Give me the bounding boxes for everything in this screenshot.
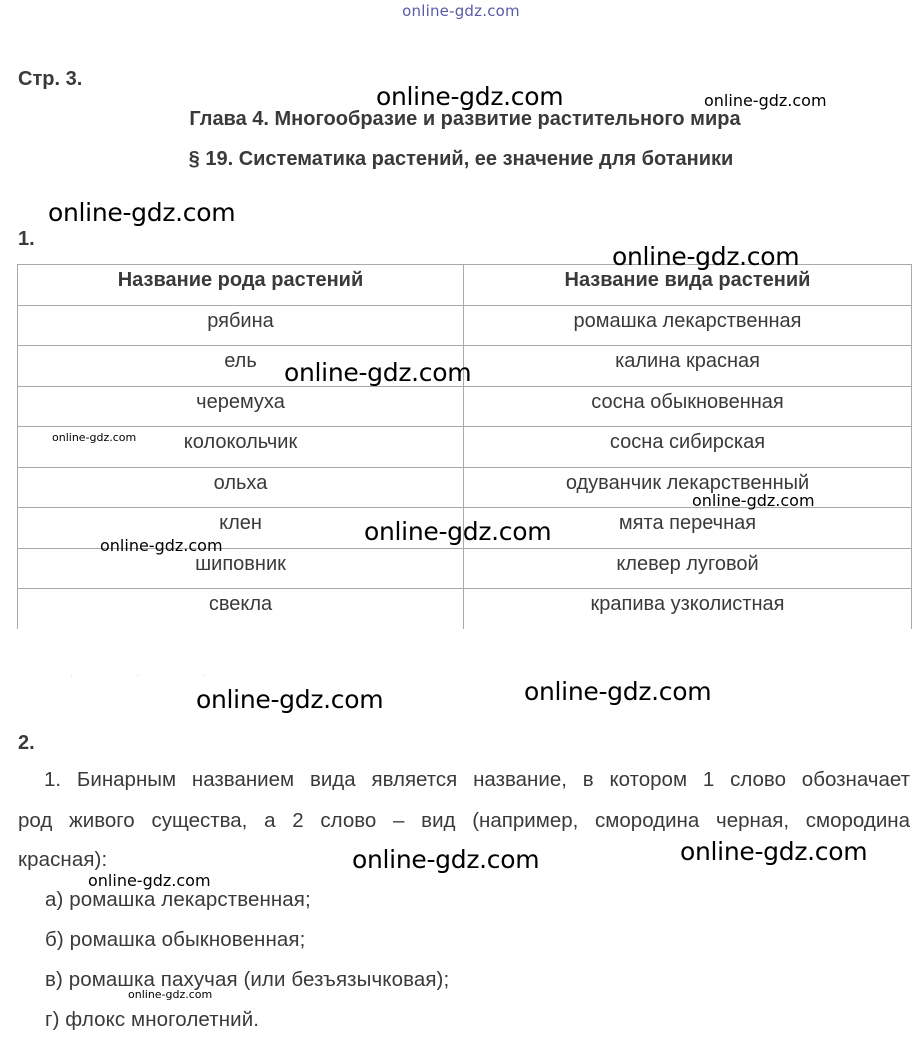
watermark: online-gdz.com <box>376 82 564 111</box>
column-header-species: Название вида растений <box>464 265 912 306</box>
species-cell: клевер луговой <box>464 548 912 589</box>
table-row <box>18 589 912 629</box>
paragraph-title: § 19. Систематика растений, ее значение для ботаники <box>188 148 734 170</box>
watermark: online-gdz.com <box>48 198 236 227</box>
watermark: online-gdz.com <box>284 358 472 387</box>
scan-artifact-dots: · · · <box>70 670 236 681</box>
genus-cell: шиповник <box>18 548 464 589</box>
answer-item-c: в) ромашка пахучая (или безъязычковая); <box>45 968 450 991</box>
species-cell: ромашка лекарственная <box>464 305 912 346</box>
genus-cell: колокольчик <box>18 427 464 468</box>
answer-item-a: а) ромашка лекарственная; <box>45 888 311 911</box>
species-cell: одуванчик лекарственный <box>464 467 912 508</box>
genus-cell: свекла <box>18 589 464 629</box>
task-2-text-line-2: род живого существа, а 2 слово – вид (например, смородина черная, смородина <box>18 809 910 832</box>
genus-cell: черемуха <box>18 386 464 427</box>
watermark: online-gdz.com <box>364 517 552 546</box>
species-cell: калина красная <box>464 346 912 387</box>
column-header-genus: Название рода растений <box>18 265 464 306</box>
task-2-text-line-3: красная): <box>18 848 108 871</box>
genus-cell: ольха <box>18 467 464 508</box>
watermark: online-gdz.com <box>692 491 815 510</box>
watermark: online-gdz.com <box>52 431 137 444</box>
watermark: online-gdz.com <box>612 242 800 271</box>
site-header: online-gdz.com <box>402 2 520 20</box>
watermark: online-gdz.com <box>680 837 868 866</box>
task-2-number: 2. <box>18 732 35 754</box>
watermark: online-gdz.com <box>196 685 384 714</box>
table-row <box>18 427 912 468</box>
genus-cell: клен <box>18 508 464 549</box>
table-row <box>18 305 912 346</box>
species-cell: сосна сибирская <box>464 427 912 468</box>
watermark: online-gdz.com <box>524 677 712 706</box>
answer-item-b: б) ромашка обыкновенная; <box>45 928 306 951</box>
table-row <box>18 386 912 427</box>
genus-cell: рябина <box>18 305 464 346</box>
watermark: online-gdz.com <box>704 91 827 110</box>
task-2-text-line-1: 1. Бинарным названием вида является название, в котором 1 слово обозначает <box>44 768 910 791</box>
species-cell: сосна обыкновенная <box>464 386 912 427</box>
species-cell: мята перечная <box>464 508 912 549</box>
page-reference: Стр. 3. <box>18 68 83 90</box>
watermark: online-gdz.com <box>352 845 540 874</box>
watermark: online-gdz.com <box>100 536 223 555</box>
genus-species-table <box>17 264 912 629</box>
watermark: online-gdz.com <box>88 871 211 890</box>
task-1-number: 1. <box>18 228 35 250</box>
genus-cell: ель <box>18 346 464 387</box>
answer-item-d: г) флокс многолетний. <box>45 1008 260 1031</box>
watermark: online-gdz.com <box>128 988 213 1001</box>
chapter-title: Глава 4. Многообразие и развитие растительного мира <box>189 108 741 130</box>
species-cell: крапива узколистная <box>464 589 912 629</box>
